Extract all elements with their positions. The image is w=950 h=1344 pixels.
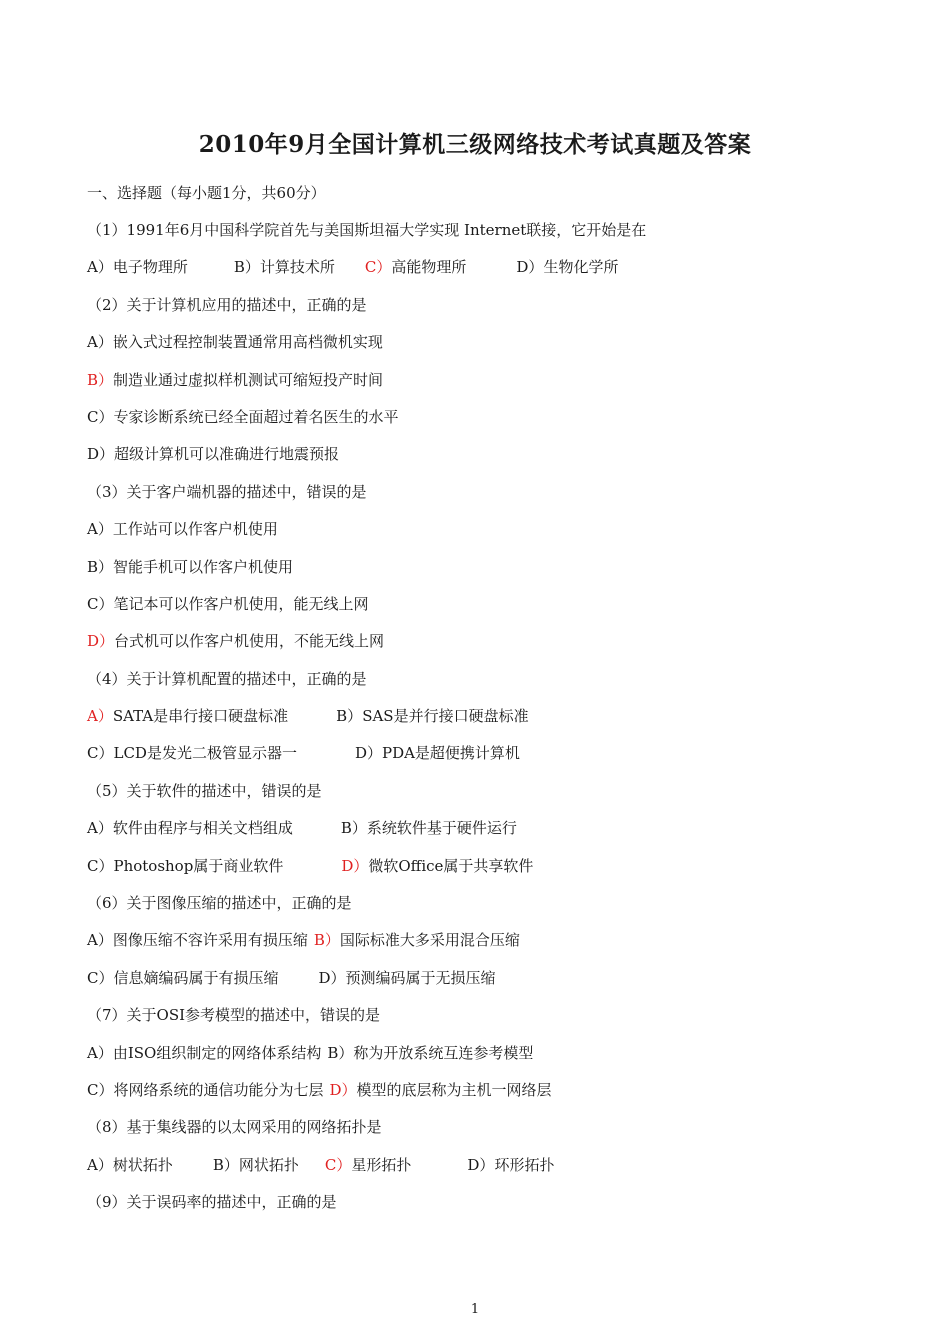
- option-a: A）工作站可以作客户机使用: [87, 520, 278, 539]
- question-6-options-ab: [87, 928, 867, 965]
- question-5-stem: （5）关于软件的描述中，错误的是: [87, 781, 322, 800]
- question-3-stem: （3）关于客户端机器的描述中，错误的是: [87, 482, 367, 501]
- question-1-options: [87, 255, 867, 292]
- option-a: A）图像压缩不容许采用有损压缩: [87, 931, 308, 950]
- question-list: [87, 218, 867, 1228]
- page-number: 1: [470, 1302, 480, 1317]
- option-c-correct: C）高能物理所: [364, 258, 467, 277]
- option-d: D）环形拓扑: [467, 1155, 555, 1174]
- option-b: B）智能手机可以作客户机使用: [87, 557, 294, 576]
- option-d-correct: D）微软Office属于共享软件: [341, 856, 534, 875]
- option-c-correct: C）星形拓扑: [324, 1155, 412, 1174]
- question-7-options-cd: [87, 1078, 867, 1115]
- question-4-options-ab: [87, 704, 867, 741]
- option-d: D）超级计算机可以准确进行地震预报: [87, 445, 340, 464]
- question-4-options-cd: [87, 741, 867, 778]
- option-d: D）PDA是超便携计算机: [354, 744, 520, 763]
- question-7-options-ab: [87, 1041, 867, 1078]
- question-6-stem: （6）关于图像压缩的描述中，正确的是: [87, 894, 352, 913]
- option-a: A）电子物理所: [87, 258, 188, 277]
- option-b-correct: B）制造业通过虚拟样机测试可缩短投产时间: [87, 370, 384, 389]
- question-2-stem: （2）关于计算机应用的描述中，正确的是: [87, 295, 367, 314]
- option-b-correct: B）国际标准大多采用混合压缩: [313, 931, 520, 950]
- option-c: C）将网络系统的通信功能分为七层: [87, 1080, 324, 1099]
- question-5-options-ab: [87, 816, 867, 853]
- question-8-stem: （8）基于集线器的以太网采用的网络拓扑是: [87, 1118, 382, 1137]
- option-d-correct: D）模型的底层称为主机一网络层: [329, 1080, 552, 1099]
- option-c: C）Photoshop属于商业软件: [87, 856, 284, 875]
- page-title: 2010年9月全国计算机三级网络技术考试真题及答案: [198, 131, 752, 158]
- question-6-options-cd: [87, 966, 867, 1003]
- option-a: A）由ISO组织制定的网络体系结构: [87, 1043, 322, 1062]
- option-a-correct: A）SATA是串行接口硬盘标准: [87, 707, 289, 726]
- option-b: B）SAS是并行接口硬盘标准: [336, 707, 529, 726]
- option-a: A）树状拓扑: [87, 1155, 173, 1174]
- option-b: B）计算技术所: [233, 258, 335, 277]
- option-c: C）信息嫡编码属于有损压缩: [87, 968, 279, 987]
- option-c: C）LCD是发光二极管显示器一: [87, 744, 297, 763]
- question-5-options-cd: [87, 854, 867, 891]
- option-b: B）网状拓扑: [212, 1155, 299, 1174]
- question-4-stem: （4）关于计算机配置的描述中，正确的是: [87, 669, 367, 688]
- question-7-stem: （7）关于OSI参考模型的描述中，错误的是: [87, 1006, 381, 1025]
- question-1-stem: （1）1991年6月中国科学院首先与美国斯坦福大学实现 Internet联接，它开始是在: [87, 221, 647, 239]
- option-d-correct: D）台式机可以作客户机使用，不能无线上网: [87, 632, 385, 651]
- option-b: B）称为开放系统互连参考模型: [327, 1043, 534, 1062]
- option-a: A）软件由程序与相关文档组成: [87, 819, 293, 838]
- option-a: A）嵌入式过程控制装置通常用高档微机实现: [87, 333, 383, 352]
- question-8-options: [87, 1153, 867, 1190]
- question-9-stem: （9）关于误码率的描述中，正确的是: [87, 1193, 337, 1212]
- section-heading: 一、选择题（每小题1分，共60分）: [87, 184, 326, 202]
- option-c: C）笔记本可以作客户机使用，能无线上网: [87, 594, 369, 613]
- option-d: D）生物化学所: [516, 258, 619, 277]
- option-c: C）专家诊断系统已经全面超过着名医生的水平: [87, 407, 399, 426]
- option-b: B）系统软件基于硬件运行: [340, 819, 517, 838]
- option-d: D）预测编码属于无损压缩: [318, 968, 496, 987]
